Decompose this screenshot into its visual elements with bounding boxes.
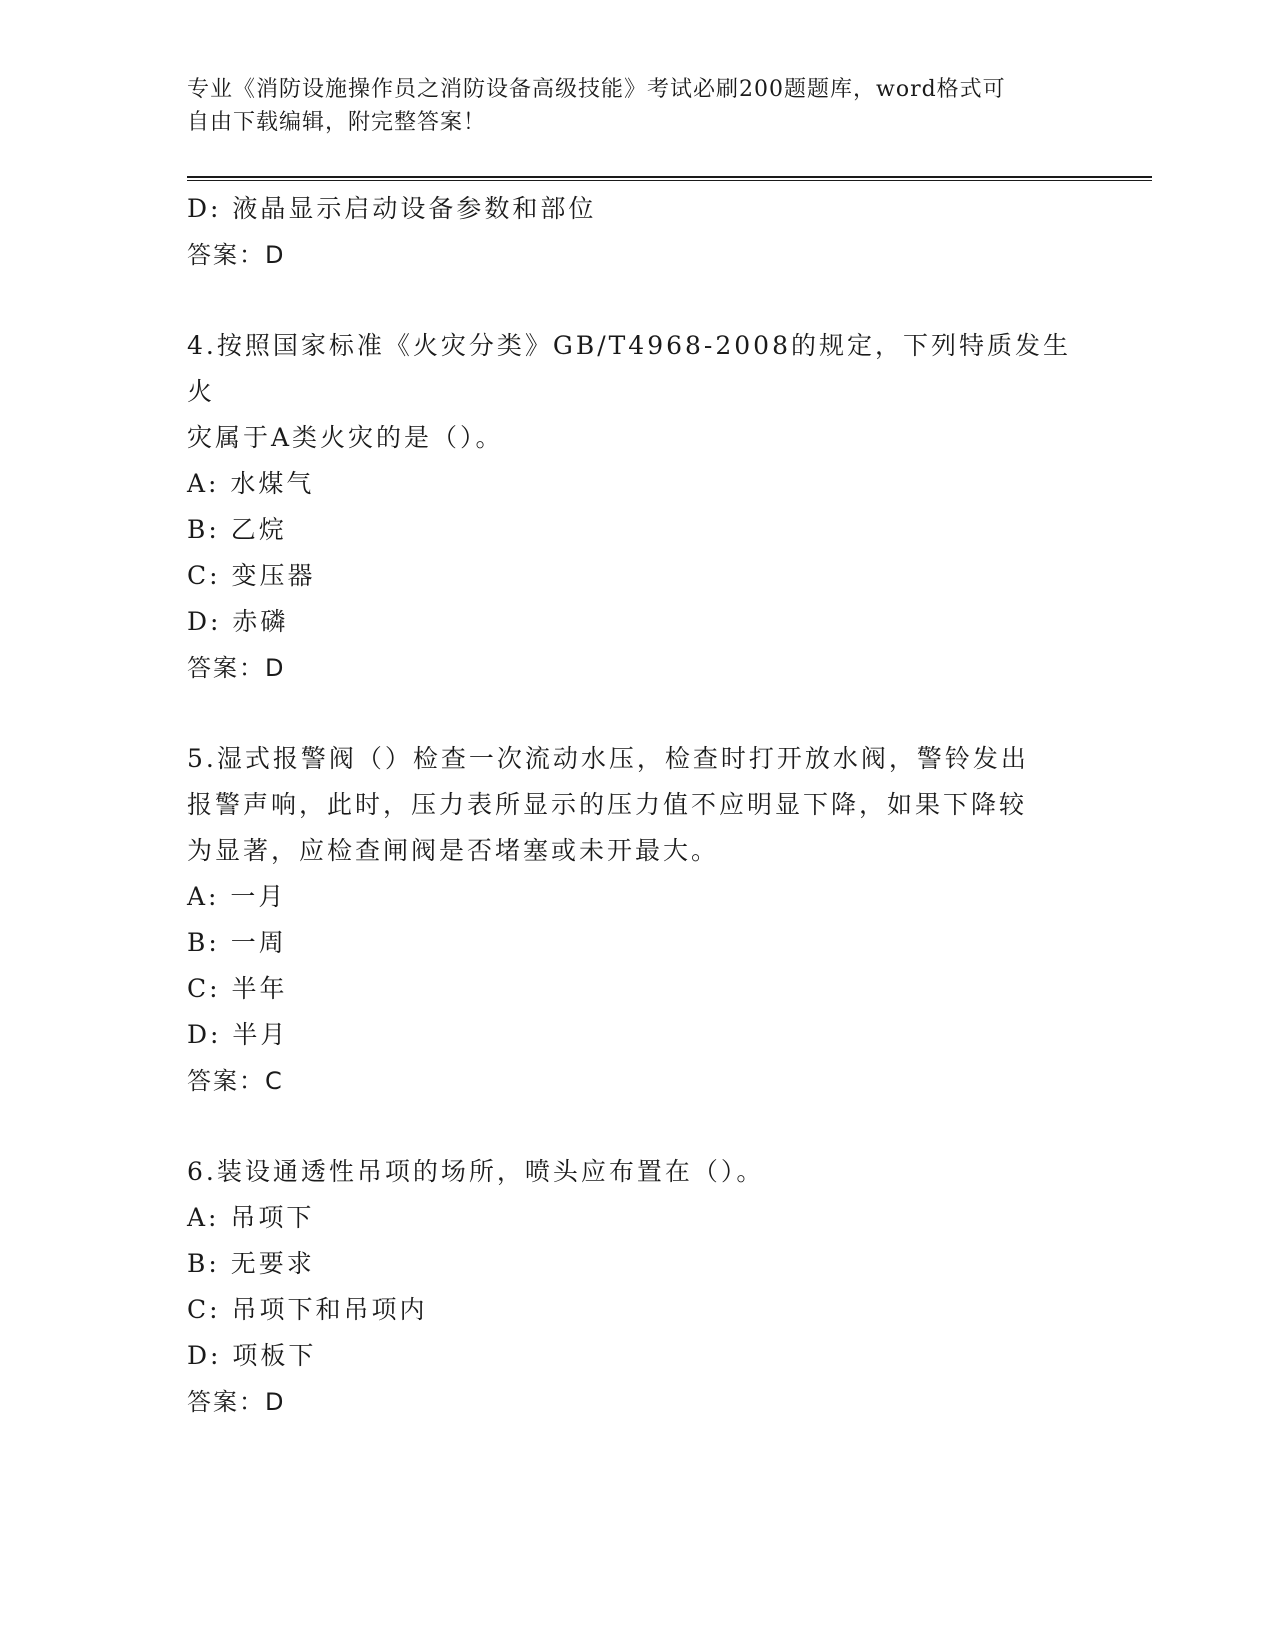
option-a: A: 水煤气 — [187, 469, 315, 498]
question-fragment — [187, 186, 1087, 278]
question-text-line: 6.装设通透性吊项的场所，喷头应布置在（）。 — [187, 1157, 765, 1186]
header-divider — [187, 176, 1152, 181]
answer-line: 答案：D — [187, 654, 286, 682]
spacer — [187, 278, 1087, 323]
question-text-line: 4.按照国家标准《火灾分类》GB/T4968-2008的规定，下列特质发生火 — [187, 331, 1071, 406]
spacer — [187, 691, 1087, 736]
question-5 — [187, 736, 1087, 1104]
question-text-line: 5.湿式报警阀（）检查一次流动水压，检查时打开放水阀，警铃发出 — [187, 744, 1029, 773]
question-list — [187, 186, 1087, 1425]
option-b: B: 乙烷 — [187, 515, 287, 544]
question-text-line: 为显著，应检查闸阀是否堵塞或未开最大。 — [187, 836, 720, 865]
option-c: C: 吊项下和吊项内 — [187, 1295, 428, 1324]
question-text-line: 灾属于A类火灾的是（）。 — [187, 423, 504, 452]
question-4 — [187, 323, 1087, 691]
option-c: C: 变压器 — [187, 561, 316, 590]
question-text-line: 报警声响，此时，压力表所显示的压力值不应明显下降，如果下降较 — [187, 790, 1028, 819]
option-b: B: 无要求 — [187, 1249, 315, 1278]
option-a: A: 一月 — [187, 882, 287, 911]
header-line-2: 自由下载编辑，附完整答案！ — [187, 110, 487, 135]
answer-line: 答案：D — [187, 1388, 286, 1416]
option-b: B: 一周 — [187, 928, 287, 957]
question-6 — [187, 1149, 1087, 1425]
spacer — [187, 1104, 1087, 1149]
option-d: D: 赤磷 — [187, 607, 289, 636]
option-d: D: 液晶显示启动设备参数和部位 — [187, 194, 597, 223]
page-header — [187, 73, 1087, 139]
answer-line: 答案：D — [187, 241, 286, 269]
option-c: C: 半年 — [187, 974, 288, 1003]
option-d: D: 项板下 — [187, 1341, 317, 1370]
option-d: D: 半月 — [187, 1020, 289, 1049]
option-a: A: 吊项下 — [187, 1203, 315, 1232]
header-line-1: 专业《消防设施操作员之消防设备高级技能》考试必刷200题题库，word格式可 — [187, 77, 1006, 102]
answer-line: 答案：C — [187, 1067, 284, 1095]
